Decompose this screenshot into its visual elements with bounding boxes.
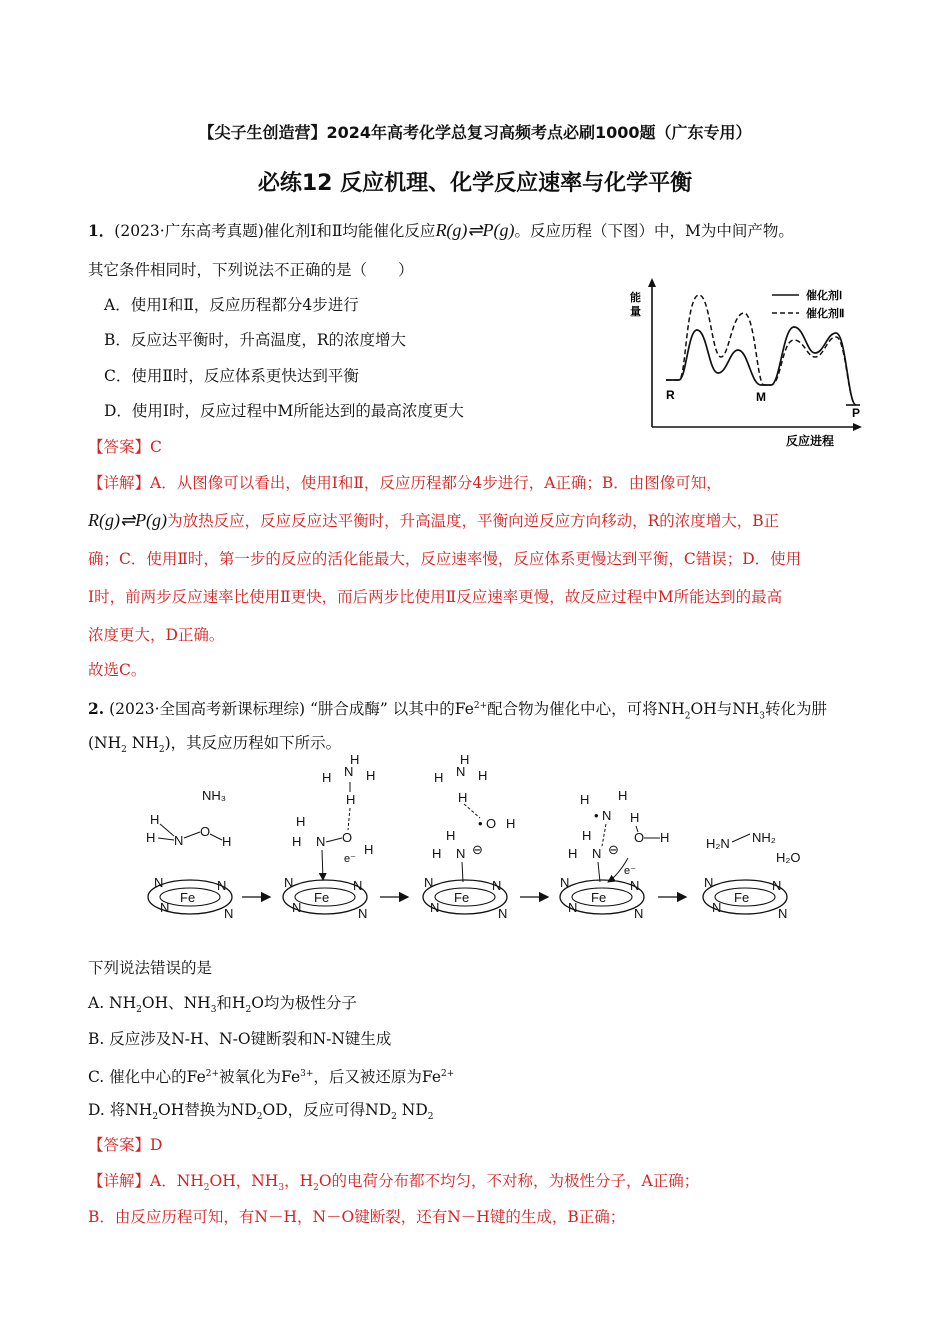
svg-text:H: H	[366, 768, 376, 783]
q1-answer: 【答案】C	[88, 438, 162, 456]
q1-stem-line2: 其它条件相同时，下列说法不正确的是（ ）	[88, 261, 414, 279]
fe-complex-5	[703, 830, 801, 921]
q1-detail-4: Ⅰ时，前两步反应速率比使用Ⅱ更快，而后两步比使用Ⅱ反应速率更慢，故反应过程中M所能达到的最高	[88, 588, 783, 606]
svg-text:•: •	[594, 808, 599, 823]
svg-text:⊖: ⊖	[608, 842, 619, 857]
svg-text:Fe: Fe	[314, 890, 330, 905]
q1-detail-1: 【详解】A．从图像可以看出，使用Ⅰ和Ⅱ，反应历程都分4步进行，A正确；B．由图像可知，	[88, 474, 722, 492]
svg-text:H₂O: H₂O	[776, 850, 801, 865]
svg-text:H: H	[292, 834, 302, 849]
q1-option-d: D．使用Ⅰ时，反应过程中M所能达到的最高浓度更大	[104, 402, 464, 420]
q1-detail-2: R(g)⇌P(g)为放热反应，反应反应达平衡时，升高温度，平衡向逆反应方向移动，R的浓度增大，B正	[88, 510, 780, 530]
x-axis-arrow	[853, 423, 862, 431]
svg-text:H: H	[322, 770, 332, 785]
svg-text:H: H	[296, 814, 306, 829]
svg-text:N: N	[174, 833, 184, 848]
reaction-mechanism-scheme	[140, 752, 820, 932]
svg-text:H: H	[460, 752, 470, 767]
fe-complex-4	[560, 788, 669, 921]
q1-detail-5: 浓度更大，D正确。	[88, 626, 225, 644]
q2-answer: 【答案】D	[88, 1136, 163, 1154]
q2-stem-line1: 2. (2023·全国高考新课标理综) “肼合成酶” 以其中的$Fe^{2+}$配合物为催化中心，可将$NH_2OH$与$NH_3$转化为肼	[88, 699, 828, 722]
q2-detail-1: 【详解】A．$NH_2OH$，$NH_3$，$H_2O$的电荷分布都不均匀，不对称，为极性分子，A正确；	[88, 1172, 700, 1194]
q1-conclusion: 故选C。	[88, 661, 147, 679]
svg-text:O: O	[200, 824, 211, 839]
chapter-title: 必练12 反应机理、化学反应速率与化学平衡	[257, 171, 693, 196]
svg-text:N: N	[602, 808, 612, 823]
svg-text:H: H	[150, 812, 160, 827]
legend-label-2: 催化剂Ⅱ	[806, 308, 845, 320]
fe-complex-1	[146, 788, 233, 921]
svg-text:NH₃: NH₃	[202, 788, 227, 803]
q2-prompt: 下列说法错误的是	[88, 959, 213, 977]
svg-text:H: H	[146, 830, 156, 845]
svg-text:N: N	[456, 846, 466, 861]
svg-text:O: O	[486, 816, 497, 831]
svg-text:Fe: Fe	[591, 890, 607, 905]
svg-text:N: N	[704, 875, 714, 890]
q2-option-c: C. 催化中心的$Fe^{2+}$被氧化为$Fe^{3+}$，后又被还原为$Fe^{2+}$	[88, 1068, 455, 1087]
svg-text:H₂N: H₂N	[706, 836, 730, 851]
q2-option-d: D. 将$NH_2OH$替换为$ND_2OD$，反应可得$ND_2$ $ND_2$	[88, 1101, 434, 1123]
svg-text:e⁻: e⁻	[344, 853, 356, 865]
svg-text:H: H	[506, 816, 516, 831]
svg-text:N: N	[456, 764, 466, 779]
svg-text:N: N	[316, 834, 326, 849]
svg-text:N: N	[284, 875, 294, 890]
svg-text:N: N	[630, 878, 640, 893]
svg-text:N: N	[560, 875, 570, 890]
svg-text:H: H	[222, 834, 232, 849]
svg-text:•: •	[478, 816, 483, 831]
svg-text:N: N	[424, 875, 434, 890]
series-title: 【尖子生创造营】2024年高考化学总复习高频考点必刷1000题（广东专用）	[198, 123, 752, 142]
energy-profile-figure	[624, 275, 874, 450]
svg-text:H: H	[350, 752, 360, 767]
svg-text:N: N	[498, 906, 508, 921]
svg-text:H: H	[458, 790, 468, 805]
svg-text:H: H	[434, 770, 444, 785]
q1-equation: R(g)⇌P(g)	[435, 220, 515, 240]
q1-detail-3: 确；C．使用Ⅱ时，第一步的反应的活化能最大，反应速率慢，反应体系更慢达到平衡，C错误；D．使用	[88, 550, 802, 568]
svg-text:e⁻: e⁻	[624, 865, 636, 877]
svg-text:N: N	[592, 846, 602, 861]
svg-text:N: N	[358, 906, 368, 921]
fe-complex-3	[423, 752, 515, 921]
svg-text:H: H	[660, 830, 670, 845]
svg-text:N: N	[160, 900, 170, 915]
svg-text:NH₂: NH₂	[752, 830, 776, 845]
svg-text:Fe: Fe	[734, 890, 750, 905]
q1-option-b: B．反应达平衡时，升高温度，R的浓度增大	[104, 331, 407, 349]
svg-text:N: N	[292, 900, 302, 915]
svg-text:Fe: Fe	[180, 890, 196, 905]
svg-text:⊖: ⊖	[472, 842, 483, 857]
svg-text:N: N	[772, 878, 782, 893]
fe-complex-2	[283, 752, 375, 921]
svg-text:H: H	[364, 842, 374, 857]
svg-text:N: N	[568, 900, 578, 915]
svg-text:N: N	[224, 906, 234, 921]
svg-text:N: N	[712, 900, 722, 915]
q2-detail-2: B．由反应历程可知，有N－H，N－O键断裂，还有N－H键的生成，B正确；	[88, 1208, 626, 1226]
label-m: M	[756, 390, 766, 404]
q2-stem-line2: ($NH_2$ $NH_2$)，其反应历程如下所示。	[88, 734, 342, 756]
svg-text:N: N	[634, 906, 644, 921]
q1-option-a: A．使用Ⅰ和Ⅱ，反应历程都分4步进行	[104, 296, 359, 314]
svg-text:H: H	[432, 846, 442, 861]
svg-text:H: H	[446, 828, 456, 843]
y-axis-label-1: 能	[630, 292, 641, 304]
svg-text:N: N	[492, 878, 502, 893]
svg-text:H: H	[580, 792, 590, 807]
svg-text:H: H	[630, 810, 640, 825]
svg-text:H: H	[582, 828, 592, 843]
y-axis-arrow	[648, 278, 656, 287]
label-r: R	[666, 388, 675, 402]
q1-stem-line1: 1．(2023·广东高考真题)催化剂Ⅰ和Ⅱ均能催化反应R(g)⇌P(g)。反应历程（下图）中，M为中间产物。	[88, 220, 794, 240]
svg-text:N: N	[344, 764, 354, 779]
svg-text:Fe: Fe	[454, 890, 470, 905]
svg-text:O: O	[634, 830, 645, 845]
svg-text:N: N	[430, 900, 440, 915]
svg-text:H: H	[618, 788, 628, 803]
svg-text:N: N	[778, 906, 788, 921]
legend-label-1: 催化剂Ⅰ	[806, 290, 843, 302]
svg-text:O: O	[342, 830, 353, 845]
svg-text:N: N	[154, 875, 164, 890]
svg-text:N: N	[217, 878, 227, 893]
svg-text:H: H	[346, 792, 356, 807]
svg-text:H: H	[568, 846, 578, 861]
q2-option-b: B. 反应涉及N-H、N-O键断裂和N-N键生成	[88, 1030, 392, 1048]
svg-text:H: H	[478, 768, 488, 783]
q2-option-a: A. $NH_2OH$、$NH_3$和$H_2O$均为极性分子	[88, 994, 357, 1016]
label-p: P	[852, 406, 861, 420]
svg-text:N: N	[353, 878, 363, 893]
y-axis-label-2: 量	[630, 306, 641, 318]
x-axis-label: 反应进程	[786, 434, 835, 448]
q1-option-c: C．使用Ⅱ时，反应体系更快达到平衡	[104, 367, 359, 385]
